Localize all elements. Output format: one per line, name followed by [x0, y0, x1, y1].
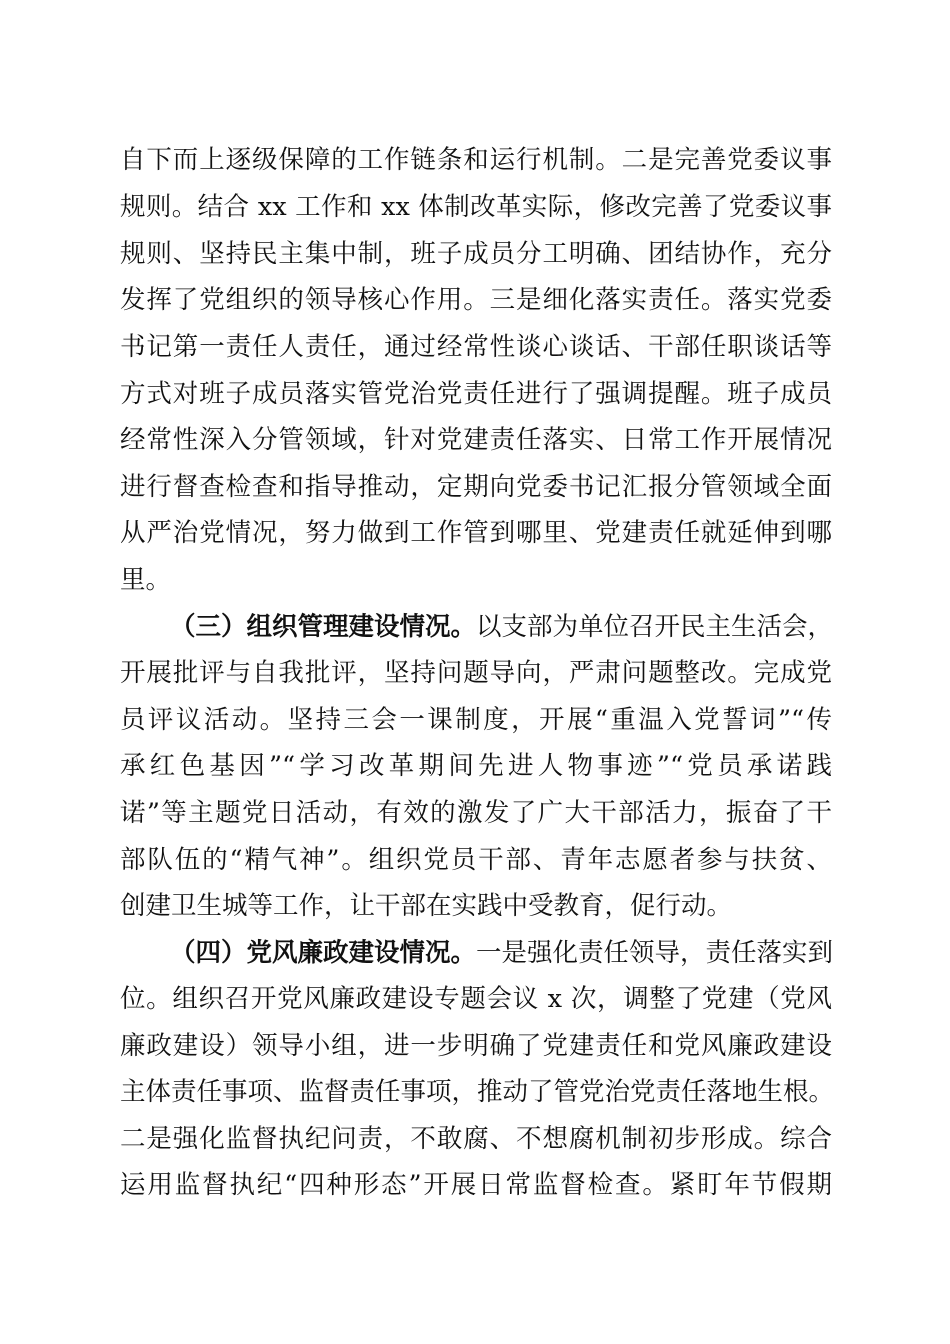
- p1-line-6: 方式对班子成员落实管党治党责任进行了强调提醒。班子成员: [120, 379, 832, 409]
- p3-line-4: 主体责任事项、监督责任事项，推动了管党治党责任落地生根。: [120, 1077, 835, 1107]
- p2-line-4: 承红色基因”“学习改革期间先进人物事迹”“党员承诺践: [120, 751, 832, 781]
- section-heading-3: （三）组织管理建设情况。: [170, 612, 477, 642]
- p1-line-4: 发挥了党组织的领导核心作用。三是细化落实责任。落实党委: [120, 285, 832, 315]
- p1-line-8: 进行督查检查和指导推动，定期向党委书记汇报分管领域全面: [120, 472, 832, 502]
- p1-line-2: 规则。结合 xx 工作和 xx 体制改革实际，修改完善了党委议事: [120, 192, 832, 222]
- p2-line-3: 员评议活动。坚持三会一课制度，开展“重温入党誓词”“传: [120, 705, 832, 735]
- p3-line-3: 廉政建设）领导小组，进一步明确了党建责任和党风廉政建设: [120, 1031, 832, 1061]
- p1-line-10: 里。: [120, 565, 172, 595]
- p3-line-2: 位。组织召开党风廉政建设专题会议 x 次，调整了党建（党风: [120, 984, 832, 1014]
- p1-line-9: 从严治党情况，努力做到工作管到哪里、党建责任就延伸到哪: [120, 518, 832, 548]
- p2-line-6: 部队伍的“精气神”。组织党员干部、青年志愿者参与扶贫、: [120, 845, 832, 875]
- p2-first-rest: 以支部为单位召开民主生活会，: [476, 612, 834, 642]
- p2-line-7: 创建卫生城等工作，让干部在实践中受教育，促行动。: [120, 891, 733, 921]
- p1-line-1: 自下而上逐级保障的工作链条和运行机制。二是完善党委议事: [120, 145, 832, 175]
- p1-line-3: 规则、坚持民主集中制，班子成员分工明确、团结协作，充分: [120, 239, 832, 269]
- p3-first-line: [170, 936, 832, 970]
- p2-line-2: 开展批评与自我批评，坚持问题导向，严肃问题整改。完成党: [120, 658, 832, 688]
- p2-line-5: 诺”等主题党日活动，有效的激发了广大干部活力，振奋了干: [120, 798, 832, 828]
- p3-line-6: 运用监督执纪“四种形态”开展日常监督检查。紧盯年节假期: [120, 1170, 832, 1200]
- p3-first-rest: 一是强化责任领导，责任落实到: [476, 938, 834, 968]
- section-heading-4: （四）党风廉政建设情况。: [170, 938, 477, 968]
- p1-line-5: 书记第一责任人责任，通过经常性谈心谈话、干部任职谈话等: [120, 332, 832, 362]
- p3-line-5: 二是强化监督执纪问责，不敢腐、不想腐机制初步形成。综合: [120, 1124, 832, 1154]
- p1-line-7: 经常性深入分管领域，针对党建责任落实、日常工作开展情况: [120, 425, 832, 455]
- p2-first-line: [170, 610, 832, 644]
